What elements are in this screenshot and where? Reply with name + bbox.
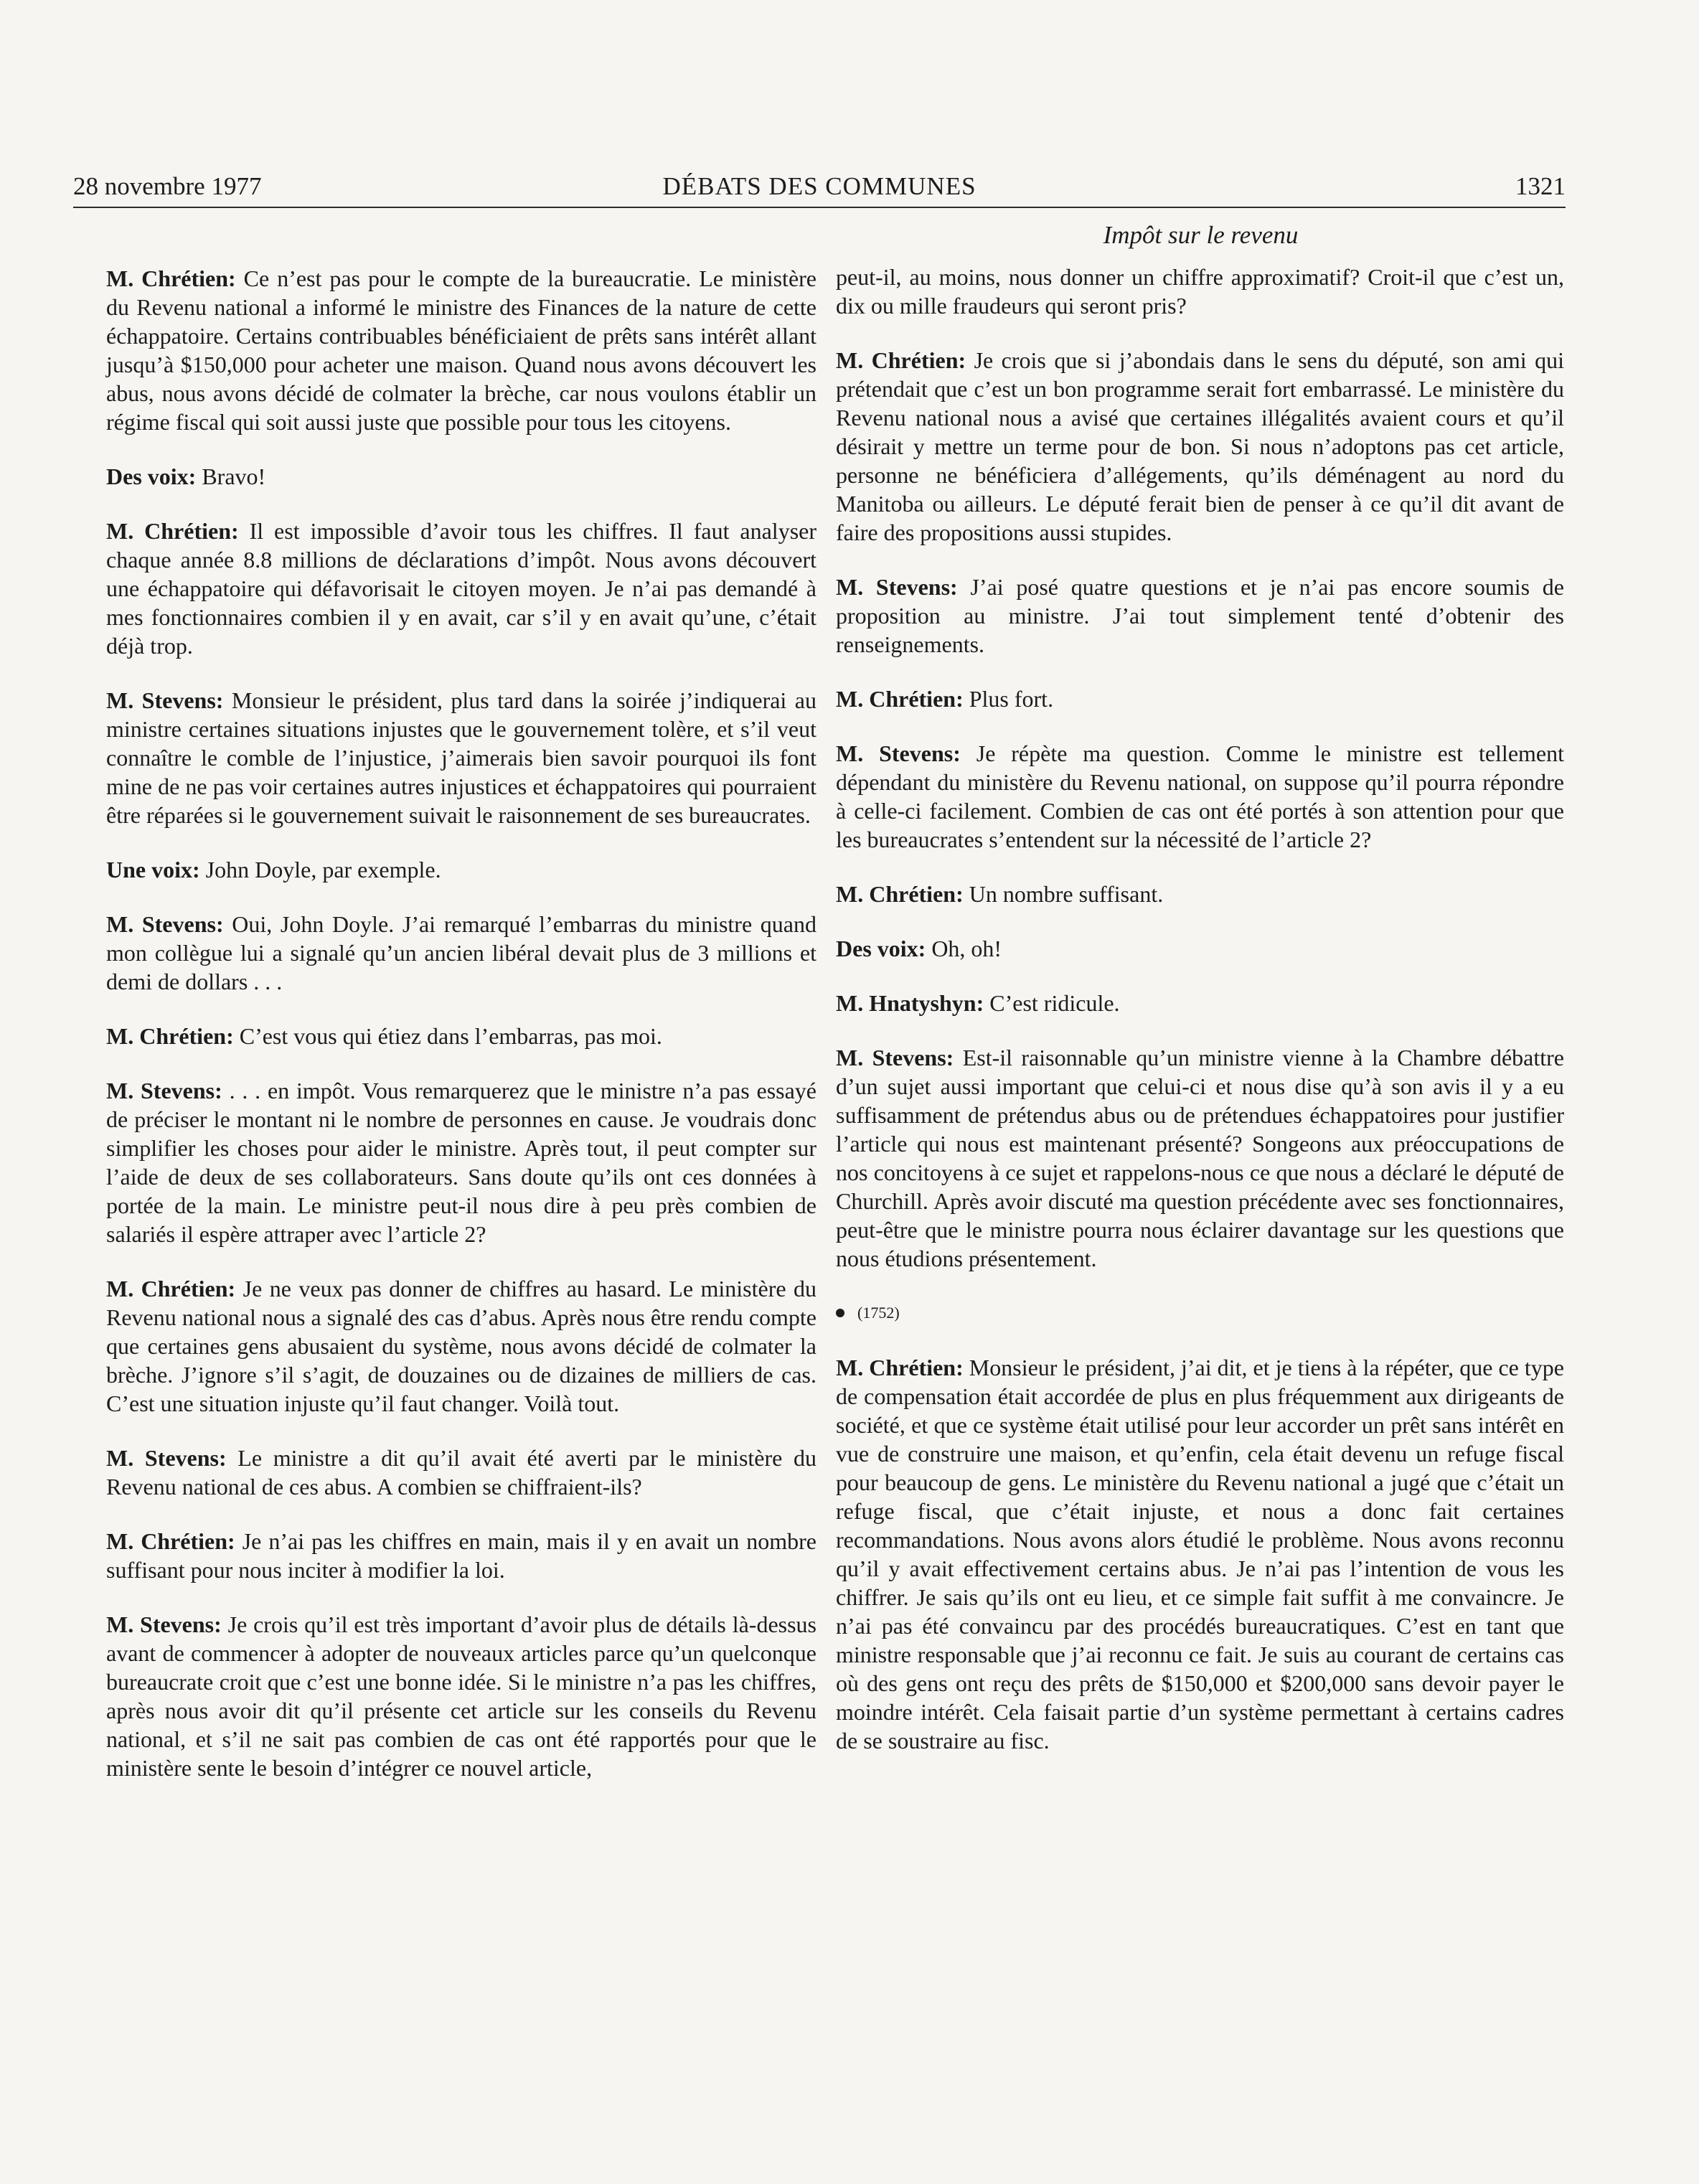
- section-title: Impôt sur le revenu: [1103, 221, 1299, 249]
- speech-text: Monsieur le président, j’ai dit, et je tiens à la répéter, que ce type de compensation était accordée de plus en plus fréquemment aux dirigeants de société, et que ce système était utilisé pour leur accorder un prêt sans intérêt en vue de construire une maison, et qu’enfin, cela était devenu un refuge fiscal pour beaucoup de gens. Le ministère du Revenu national a jugé que c’était un refuge fiscal, que c’était injuste, et nous a donc fait certaines recommandations. Nous avons alors étudié le problème. Nous avons reconnu qu’il y avait effectivement certains abus. Je n’ai pas l’intention de vous les chiffrer. Je sais qu’ils ont eu lieu, et ce simple fait suffit à me convaincre. Je n’ai pas été convaincu par des procédés bureaucratiques. C’est en tant que ministre responsable que j’ai reconnu ce fait. Je suis au courant de certains cas où des gens ont reçu des prêts de $150,000 et $200,000 sans devoir payer le moindre intérêt. Cela faisait partie d’un système permettant à certains cadres de se soustraire au fisc.: [836, 1355, 1565, 1754]
- speech-text: Monsieur le président, plus tard dans la soirée j’indiquerai au ministre certaines situations injustes que le gouvernement tolère, et s’il veut connaître le comble de l’injustice, j’aimerais bien savoir pourquoi ils font mine de ne pas voir certaines autres injustices et échappatoires qui pourraient être réparées si le gouvernement suivait le raisonnement de ses bureaucrates.: [106, 687, 817, 828]
- speech-text: Ce n’est pas pour le compte de la bureaucratie. Le ministère du Revenu national a informé le ministre des Finances de la nature de cette échappatoire. Certains contribuables bénéficiaient de prêts sans intérêt allant jusqu’à $150,000 pour acheter une maison. Quand nous avons découvert les abus, nous avons décidé de colmater la brèche, car nous voulons établir un régime fiscal qui soit aussi juste que possible pour tous les citoyens.: [106, 265, 817, 435]
- speaker-name: Une voix:: [106, 857, 200, 882]
- header-date: 28 novembre 1977: [73, 172, 262, 200]
- speaker-name: M. Stevens:: [836, 574, 958, 600]
- speaker-name: M. Chrétien:: [106, 1023, 234, 1049]
- speaker-name: M. Chrétien:: [106, 1276, 236, 1302]
- speech-text: John Doyle, par exemple.: [199, 857, 441, 882]
- speech-paragraph: [106, 1274, 816, 1418]
- speech-paragraph: [836, 346, 1564, 547]
- speaker-name: M. Stevens:: [836, 740, 961, 766]
- speaker-name: M. Hnatyshyn:: [836, 990, 984, 1016]
- speech-text: C’est ridicule.: [984, 990, 1120, 1016]
- speech-text: Je ne veux pas donner de chiffres au hasard. Le ministère du Revenu national nous a signalé des cas d’abus. Après nous être rendu compte que certaines gens abusaient du système, nous avons décidé de colmater la brèche. J’ignore s’il s’agit, de douzaines ou de dizaines de milliers de cas. C’est une situation injuste qu’il faut changer. Voilà tout.: [106, 1276, 817, 1416]
- speech-paragraph: [106, 517, 816, 660]
- speech-text: J’ai posé quatre questions et je n’ai pas encore soumis de proposition au ministre. J’ai tout simplement tenté d’obtenir des renseignements.: [836, 574, 1565, 657]
- page-header: [73, 166, 1566, 208]
- speaker-name: M. Chrétien:: [836, 347, 966, 373]
- speech-text: Bravo!: [196, 463, 266, 489]
- time-marker-text: (1752): [857, 1304, 900, 1322]
- speaker-name: M. Chrétien:: [106, 265, 236, 291]
- speech-text: Je n’ai pas les chiffres en main, mais il y en avait un nombre suffisant pour nous inciter à modifier la loi.: [106, 1528, 817, 1583]
- speech-text: C’est vous qui étiez dans l’embarras, pas moi.: [233, 1023, 662, 1049]
- speech-paragraph: [106, 1444, 816, 1501]
- speech-paragraph: [106, 1527, 816, 1584]
- speech-text: Je crois que si j’abondais dans le sens du député, son ami qui prétendait que c’est un bon programme serait fort embarrassé. Le ministère du Revenu national nous a avisé que certaines illégalités avaient cours et qu’il désirait y mettre un terme pour de bon. Si nous n’adoptons pas cet article, personne ne bénéficiera d’allégements, qu’ils déménagent au nord du Manitoba ou ailleurs. Le député ferait bien de penser à ce qu’il dit avant de faire des propositions aussi stupides.: [836, 347, 1565, 545]
- speech-text: Un nombre suffisant.: [963, 881, 1164, 907]
- speech-text: Il est impossible d’avoir tous les chiffres. Il faut analyser chaque année 8.8 millions de déclarations d’impôt. Nous avons découvert une échappatoire qui défavorisait le citoyen moyen. Je n’ai pas demandé à mes fonctionnaires combien il y en avait, car s’il y en avait qu’une, c’était déjà trop.: [106, 518, 817, 659]
- header-title: DÉBATS DES COMMUNES: [662, 172, 976, 200]
- speech-text: Oui, John Doyle. J’ai remarqué l’embarras du ministre quand mon collègue lui a signalé qu’un ancien libéral devait plus de 3 millions et demi de dollars . . .: [106, 911, 817, 994]
- speech-paragraph: [836, 739, 1564, 854]
- bullet-icon: [836, 1309, 844, 1317]
- speech-paragraph: [106, 1022, 816, 1050]
- speech-text: Le ministre a dit qu’il avait été averti par le ministère du Revenu national de ces abus. A combien se chiffraient-ils?: [106, 1445, 817, 1500]
- right-column: [836, 263, 1564, 1781]
- speech-paragraph: [836, 1353, 1564, 1755]
- speech-paragraph: [836, 1043, 1564, 1273]
- speaker-name: M. Chrétien:: [106, 1528, 235, 1554]
- header-page-number: 1321: [1515, 172, 1566, 200]
- speech-paragraph: [836, 934, 1564, 963]
- speaker-name: M. Stevens:: [106, 687, 224, 713]
- speaker-name: M. Chrétien:: [106, 518, 239, 544]
- speaker-name: M. Stevens:: [106, 1611, 222, 1637]
- speaker-name: M. Stevens:: [106, 911, 224, 937]
- speech-paragraph: [106, 1610, 816, 1782]
- speaker-name: Des voix:: [106, 463, 197, 489]
- speech-text: Est-il raisonnable qu’un ministre vienne à la Chambre débattre d’un sujet aussi important que celui-ci et nous dise qu’à son avis il y a eu suffisamment de prétendus abus ou de prétendues échappatoires pour justifier l’article qui nous est maintenant présenté? Songeons aux préoccupations de nos concitoyens à ce sujet et rappelons-nous ce que nous a déclaré le député de Churchill. Après avoir discuté ma question précédente avec ses fonctionnaires, peut-être que le ministre pourra nous éclairer davantage sur les questions que nous étudions présentement.: [836, 1045, 1565, 1271]
- time-marker: [836, 1299, 1564, 1327]
- speech-paragraph: [836, 989, 1564, 1017]
- continued-paragraph: peut-il, au moins, nous donner un chiffre approximatif? Croit-il que c’est un, dix ou mille fraudeurs qui seront pris?: [836, 264, 1564, 319]
- speaker-name: Des voix:: [836, 936, 926, 961]
- speaker-name: M. Chrétien:: [836, 1355, 964, 1380]
- left-column: [106, 264, 816, 1808]
- speech-text: Oh, oh!: [926, 936, 1002, 961]
- speech-text: . . . en impôt. Vous remarquerez que le ministre n’a pas essayé de préciser le montant ni le nombre de personnes en cause. Je voudrais donc simplifier les choses pour aider le ministre. Après tout, il peut compter sur l’aide de deux de ses collaborateurs. Sans doute qu’ils ont ces données à portée de la main. Le ministre peut-il nous dire à peu près combien de salariés il espère attraper avec l’article 2?: [106, 1078, 817, 1247]
- speech-paragraph: [106, 1076, 816, 1248]
- speech-paragraph: [106, 462, 816, 491]
- speech-paragraph: [106, 264, 816, 436]
- speech-paragraph: [106, 686, 816, 829]
- speaker-name: M. Chrétien:: [836, 881, 964, 907]
- speech-text: Plus fort.: [963, 686, 1054, 712]
- speech-text: Je crois qu’il est très important d’avoir plus de détails là-dessus avant de commencer à adopter de nouveaux articles parce qu’un quelconque bureaucrate croit que c’est une bonne idée. Si le ministre n’a pas les chiffres, après nous avoir dit qu’il présente cet article sur les conseils du Revenu national, et s’il ne sait pas combien de cas ont été rapportés pour que le ministère sente le besoin d’intégrer ce nouvel article,: [106, 1611, 817, 1781]
- speaker-name: M. Stevens:: [106, 1078, 222, 1103]
- speech-text: Je répète ma question. Comme le ministre est tellement dépendant du ministère du Revenu national, on suppose qu’il pourra répondre à celle-ci facilement. Combien de cas ont été portés à son attention pour que les bureaucrates s’entendent sur la nécessité de l’article 2?: [836, 740, 1565, 852]
- speaker-name: M. Stevens:: [106, 1445, 227, 1471]
- speech-paragraph: [106, 910, 816, 996]
- speech-paragraph: [836, 880, 1564, 908]
- speech-paragraph: [106, 855, 816, 884]
- speaker-name: M. Chrétien:: [836, 686, 964, 712]
- speech-paragraph: [836, 573, 1564, 659]
- speaker-name: M. Stevens:: [836, 1045, 954, 1070]
- speech-paragraph: [836, 684, 1564, 713]
